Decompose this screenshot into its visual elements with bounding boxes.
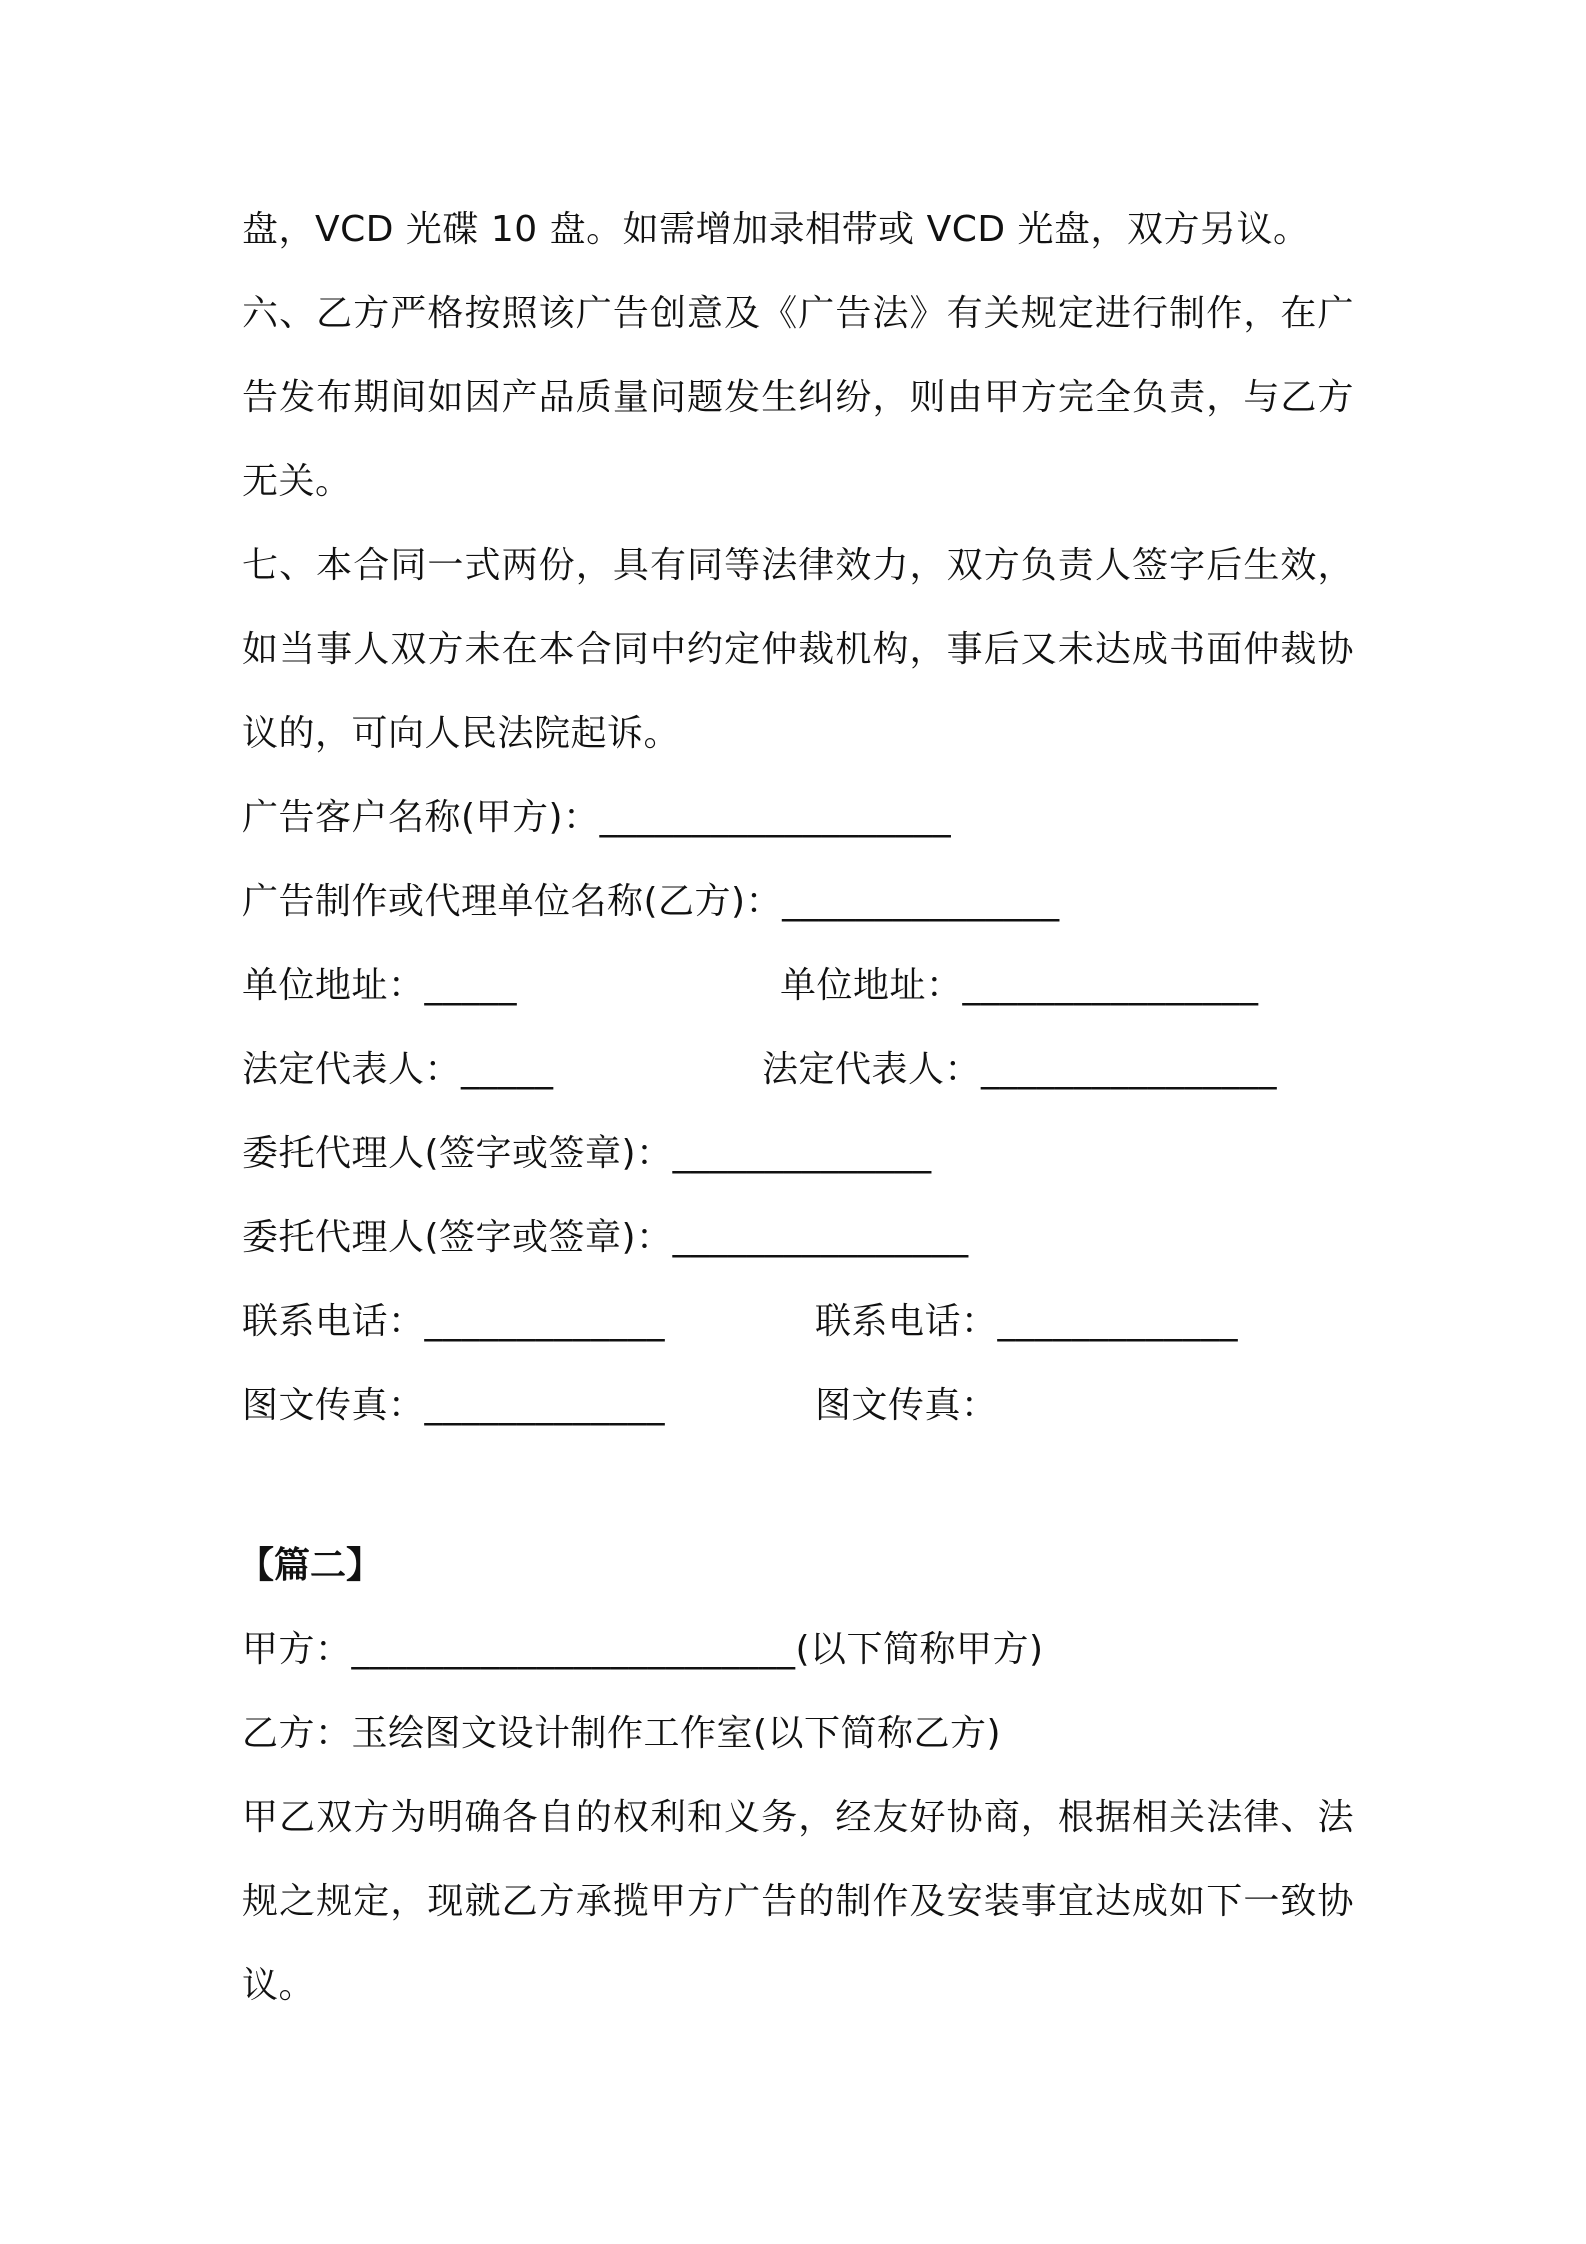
paragraph-line: 告发布期间如因产品质量问题发生纠纷，则由甲方完全负责，与乙方 (242, 377, 1354, 418)
paragraph-line: 七、本合同一式两份，具有同等法律效力，双方负责人签字后生效， (242, 545, 1354, 586)
phone-right-field: 联系电话：_____________ (815, 1301, 1239, 1342)
paragraph-line: 议的，可向人民法院起诉。 (242, 713, 681, 754)
address-right-field: 单位地址：________________ (780, 965, 1259, 1006)
agency-name-field: 广告制作或代理单位名称(乙方)：_______________ (242, 881, 1060, 922)
paragraph-line: 无关。 (242, 461, 352, 502)
party-a-field: 甲方：________________________(以下简称甲方) (242, 1629, 1044, 1670)
paragraph-line: 甲乙双方为明确各自的权利和义务，经友好协商，根据相关法律、法 (242, 1797, 1354, 1838)
address-left-field: 单位地址：_____ (242, 965, 518, 1006)
fax-right-field: 图文传真： (815, 1385, 998, 1426)
agent-field-2: 委托代理人(签字或签章)：________________ (242, 1217, 969, 1258)
paragraph-line: 如当事人双方未在本合同中约定仲裁机构，事后又未达成书面仲裁协 (242, 629, 1354, 670)
legal-rep-left-field: 法定代表人：_____ (242, 1049, 554, 1090)
legal-rep-right-field: 法定代表人：________________ (762, 1049, 1278, 1090)
section-title: 【篇二】 (238, 1545, 383, 1586)
fax-left-field: 图文传真：_____________ (242, 1385, 666, 1426)
paragraph-line: 六、乙方严格按照该广告创意及《广告法》有关规定进行制作，在广 (242, 293, 1354, 334)
client-name-field: 广告客户名称(甲方)：___________________ (242, 797, 952, 838)
phone-left-field: 联系电话：_____________ (242, 1301, 666, 1342)
party-b-field: 乙方：玉绘图文设计制作工作室(以下简称乙方) (242, 1713, 1002, 1754)
paragraph-line: 规之规定，现就乙方承揽甲方广告的制作及安装事宜达成如下一致协 (242, 1881, 1354, 1922)
paragraph-line: 盘，VCD 光碟 10 盘。如需增加录相带或 VCD 光盘，双方另议。 (242, 209, 1310, 250)
agent-field-1: 委托代理人(签字或签章)：______________ (242, 1133, 932, 1174)
paragraph-line: 议。 (242, 1965, 316, 2006)
